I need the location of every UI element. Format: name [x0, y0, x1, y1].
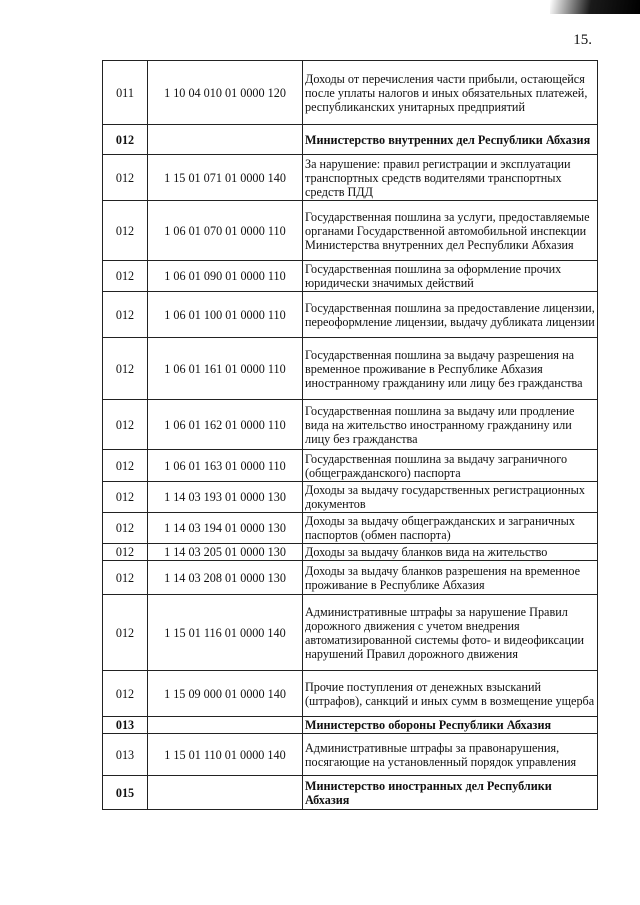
admin-code-cell: 013 [103, 734, 148, 776]
table-row [103, 201, 598, 261]
admin-code-cell: 012 [103, 292, 148, 338]
budget-code-cell [148, 776, 303, 810]
table-row [103, 400, 598, 450]
revenue-name-cell: Прочие поступления от денежных взысканий (штрафов), санкций и иных сумм в возмещение ущерба [303, 671, 598, 717]
budget-code-cell: 1 15 01 110 01 0000 140 [148, 734, 303, 776]
budget-code-cell: 1 14 03 205 01 0000 130 [148, 544, 303, 561]
admin-code-cell: 013 [103, 717, 148, 734]
admin-code-cell: 011 [103, 61, 148, 125]
table-row [103, 482, 598, 513]
table-row [103, 450, 598, 482]
budget-code-cell: 1 15 09 000 01 0000 140 [148, 671, 303, 717]
page-number: 15. [573, 32, 592, 48]
admin-code-cell: 012 [103, 338, 148, 400]
budget-code-cell: 1 14 03 208 01 0000 130 [148, 561, 303, 595]
admin-code-cell: 012 [103, 201, 148, 261]
revenue-name-cell: Государственная пошлина за услуги, предоставляемые органами Государственной автомобильной инспекции Министерства внутренних дел Республики Абхазия [303, 201, 598, 261]
admin-code-cell: 012 [103, 155, 148, 201]
table-row [103, 734, 598, 776]
admin-code-cell: 012 [103, 544, 148, 561]
admin-code-cell: 015 [103, 776, 148, 810]
revenue-name-cell: Доходы за выдачу бланков разрешения на временное проживание в Республике Абхазия [303, 561, 598, 595]
revenue-codes-table [102, 60, 598, 810]
admin-code-cell: 012 [103, 125, 148, 155]
table-row [103, 338, 598, 400]
table-row [103, 61, 598, 125]
table-row [103, 561, 598, 595]
admin-code-cell: 012 [103, 482, 148, 513]
table-row [103, 292, 598, 338]
budget-code-cell: 1 06 01 163 01 0000 110 [148, 450, 303, 482]
revenue-name-cell: Государственная пошлина за выдачу или продление вида на жительство иностранному гражданину или лицу без гражданства [303, 400, 598, 450]
admin-code-cell: 012 [103, 513, 148, 544]
revenue-name-cell: Административные штрафы за правонарушения, посягающие на установленный порядок управления [303, 734, 598, 776]
admin-code-cell: 012 [103, 400, 148, 450]
table-row [103, 155, 598, 201]
table-row [103, 261, 598, 292]
budget-code-cell: 1 14 03 194 01 0000 130 [148, 513, 303, 544]
revenue-name-cell: Государственная пошлина за выдачу разрешения на временное проживание в Республике Абхазия иностранному гражданину или лицу без гражданства [303, 338, 598, 400]
admin-code-cell: 012 [103, 261, 148, 292]
revenue-name-cell: Административные штрафы за нарушение Правил дорожного движения с учетом внедрения автоматизированной системы фото- и видеофиксации нарушений Правил дорожного движения [303, 595, 598, 671]
budget-code-cell: 1 06 01 070 01 0000 110 [148, 201, 303, 261]
revenue-name-cell: Доходы за выдачу государственных регистрационных документов [303, 482, 598, 513]
budget-code-cell: 1 10 04 010 01 0000 120 [148, 61, 303, 125]
revenue-name-cell: За нарушение: правил регистрации и эксплуатации транспортных средств водителями транспортных средств ПДД [303, 155, 598, 201]
admin-code-cell: 012 [103, 561, 148, 595]
budget-code-cell [148, 125, 303, 155]
admin-code-cell: 012 [103, 671, 148, 717]
table-row [103, 671, 598, 717]
budget-code-cell: 1 15 01 071 01 0000 140 [148, 155, 303, 201]
table-row [103, 717, 598, 734]
revenue-name-cell: Доходы за выдачу общегражданских и заграничных паспортов (обмен паспорта) [303, 513, 598, 544]
revenue-name-cell: Доходы от перечисления части прибыли, остающейся после уплаты налогов и иных обязательных платежей, республиканских унитарных предприятий [303, 61, 598, 125]
admin-code-cell: 012 [103, 450, 148, 482]
revenue-name-cell: Государственная пошлина за предоставление лицензии, переоформление лицензии, выдачу дубликата лицензии [303, 292, 598, 338]
table-row [103, 776, 598, 810]
table-row [103, 544, 598, 561]
budget-code-cell: 1 15 01 116 01 0000 140 [148, 595, 303, 671]
revenue-name-cell: Доходы за выдачу бланков вида на жительство [303, 544, 598, 561]
budget-code-cell [148, 717, 303, 734]
budget-code-cell: 1 06 01 100 01 0000 110 [148, 292, 303, 338]
budget-code-cell: 1 14 03 193 01 0000 130 [148, 482, 303, 513]
admin-code-cell: 012 [103, 595, 148, 671]
table-body [103, 61, 598, 810]
budget-code-cell: 1 06 01 162 01 0000 110 [148, 400, 303, 450]
scan-edge-mark [550, 0, 640, 14]
revenue-name-cell: Министерство внутренних дел Республики Абхазия [303, 125, 598, 155]
revenue-name-cell: Министерство обороны Республики Абхазия [303, 717, 598, 734]
revenue-name-cell: Государственная пошлина за оформление прочих юридически значимых действий [303, 261, 598, 292]
table-row [103, 595, 598, 671]
budget-code-cell: 1 06 01 090 01 0000 110 [148, 261, 303, 292]
revenue-name-cell: Министерство иностранных дел Республики Абхазия [303, 776, 598, 810]
budget-code-cell: 1 06 01 161 01 0000 110 [148, 338, 303, 400]
table-row [103, 125, 598, 155]
table-row [103, 513, 598, 544]
revenue-name-cell: Государственная пошлина за выдачу заграничного (общегражданского) паспорта [303, 450, 598, 482]
